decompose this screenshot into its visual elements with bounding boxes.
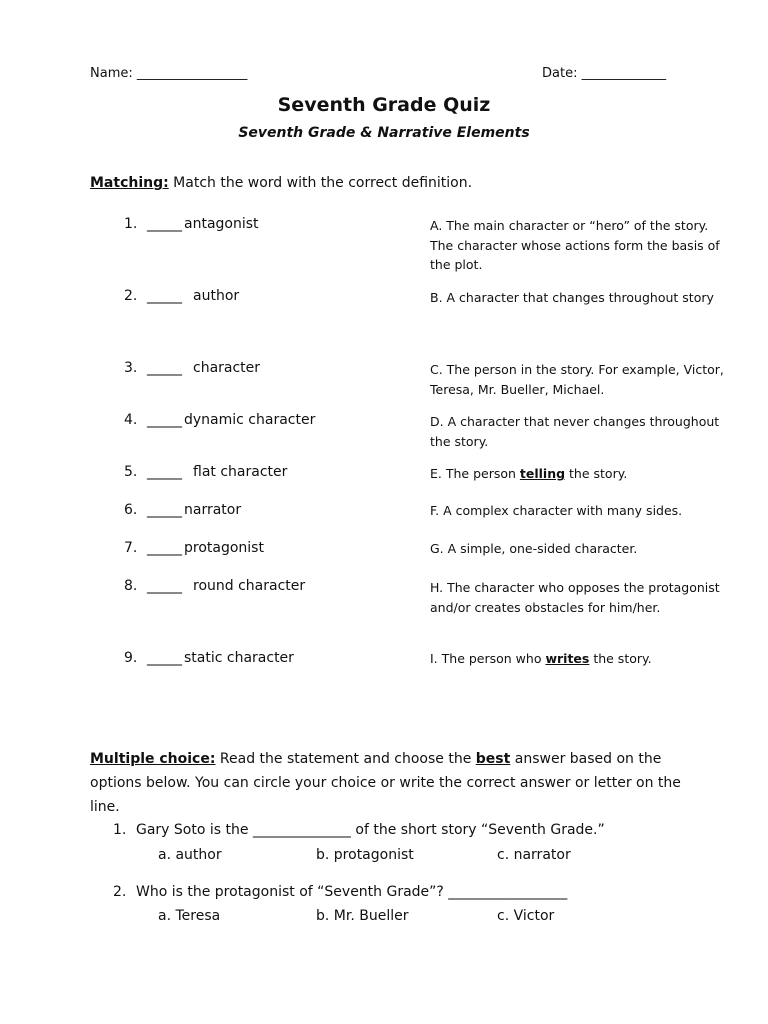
answer-blank[interactable]: _____ <box>147 216 182 232</box>
definition-d: D. A character that never changes throughout the story. <box>430 414 720 449</box>
answer-blank[interactable]: _____ <box>147 540 182 556</box>
answer-blank[interactable]: _____ <box>147 650 182 666</box>
item-number: 5. <box>124 464 138 480</box>
item-number: 2. <box>124 288 138 304</box>
name-field[interactable]: Name: _________________ <box>90 66 248 81</box>
definition-c: C. The person in the story. For example, Victor, Teresa, Mr. Bueller, Michael. <box>430 362 724 397</box>
definition-a: A. The main character or “hero” of the story. The character whose actions form the basis of the plot. <box>430 218 720 272</box>
item-number: 3. <box>124 360 138 376</box>
item-number: 4. <box>124 412 138 428</box>
answer-blank[interactable]: _____ <box>147 502 182 518</box>
multiple-choice-heading: Multiple choice: <box>90 751 216 767</box>
question-2-option-c[interactable]: c. Victor <box>497 908 555 924</box>
definition-g: G. A simple, one-sided character. <box>430 541 638 556</box>
matching-instruction: Match the word with the correct definition. <box>168 175 473 191</box>
definition-i: I. The person who writes the story. <box>430 651 652 666</box>
item-number: 7. <box>124 540 138 556</box>
definition-e: E. The person telling the story. <box>430 466 628 481</box>
item-word: static character <box>184 650 294 666</box>
question-2-option-a[interactable]: a. Teresa <box>158 908 221 924</box>
answer-blank[interactable]: _____ <box>147 360 182 376</box>
emphasis-telling: telling <box>519 466 566 481</box>
question-2-number: 2. <box>113 884 127 900</box>
question-1-number: 1. <box>113 822 127 838</box>
item-number: 8. <box>124 578 138 594</box>
answer-blank[interactable]: _____ <box>147 464 182 480</box>
multiple-choice-intro: Multiple choice: Read the statement and choose the best answer based on the options below. You can circle your choice or write the correct answer or letter on the line. <box>90 751 681 815</box>
answer-blank[interactable]: _____ <box>147 288 182 304</box>
item-word: round character <box>193 578 306 594</box>
item-number: 1. <box>124 216 138 232</box>
item-word: flat character <box>193 464 288 480</box>
answer-blank[interactable]: _____ <box>147 412 182 428</box>
question-1-option-a[interactable]: a. author <box>158 847 222 863</box>
item-word: dynamic character <box>184 412 316 428</box>
matching-intro <box>90 171 472 195</box>
question-1-option-c[interactable]: c. narrator <box>497 847 571 863</box>
answer-blank[interactable]: _____ <box>147 578 182 594</box>
date-field[interactable]: Date: _____________ <box>542 66 667 81</box>
definition-b: B. A character that changes throughout story <box>430 290 714 305</box>
item-word: character <box>193 360 261 376</box>
emphasis-writes: writes <box>545 651 590 666</box>
page-subtitle: Seventh Grade & Narrative Elements <box>238 125 530 141</box>
item-number: 9. <box>124 650 138 666</box>
question-1-option-b[interactable]: b. protagonist <box>316 847 414 863</box>
question-2-text: Who is the protagonist of “Seventh Grade”? _________________ <box>136 884 568 900</box>
item-word: antagonist <box>184 216 259 232</box>
item-word: protagonist <box>184 540 264 556</box>
definition-f: F. A complex character with many sides. <box>430 503 683 518</box>
item-number: 6. <box>124 502 138 518</box>
item-word: narrator <box>184 502 242 518</box>
item-word: author <box>193 288 240 304</box>
page-title: Seventh Grade Quiz <box>277 94 491 116</box>
definition-h: H. The character who opposes the protagonist and/or creates obstacles for him/her. <box>430 580 720 615</box>
question-2-option-b[interactable]: b. Mr. Bueller <box>316 908 409 924</box>
emphasis-best: best <box>475 751 511 767</box>
matching-heading: Matching: <box>90 175 169 191</box>
question-1-text: Gary Soto is the ______________ of the short story “Seventh Grade.” <box>136 822 605 838</box>
